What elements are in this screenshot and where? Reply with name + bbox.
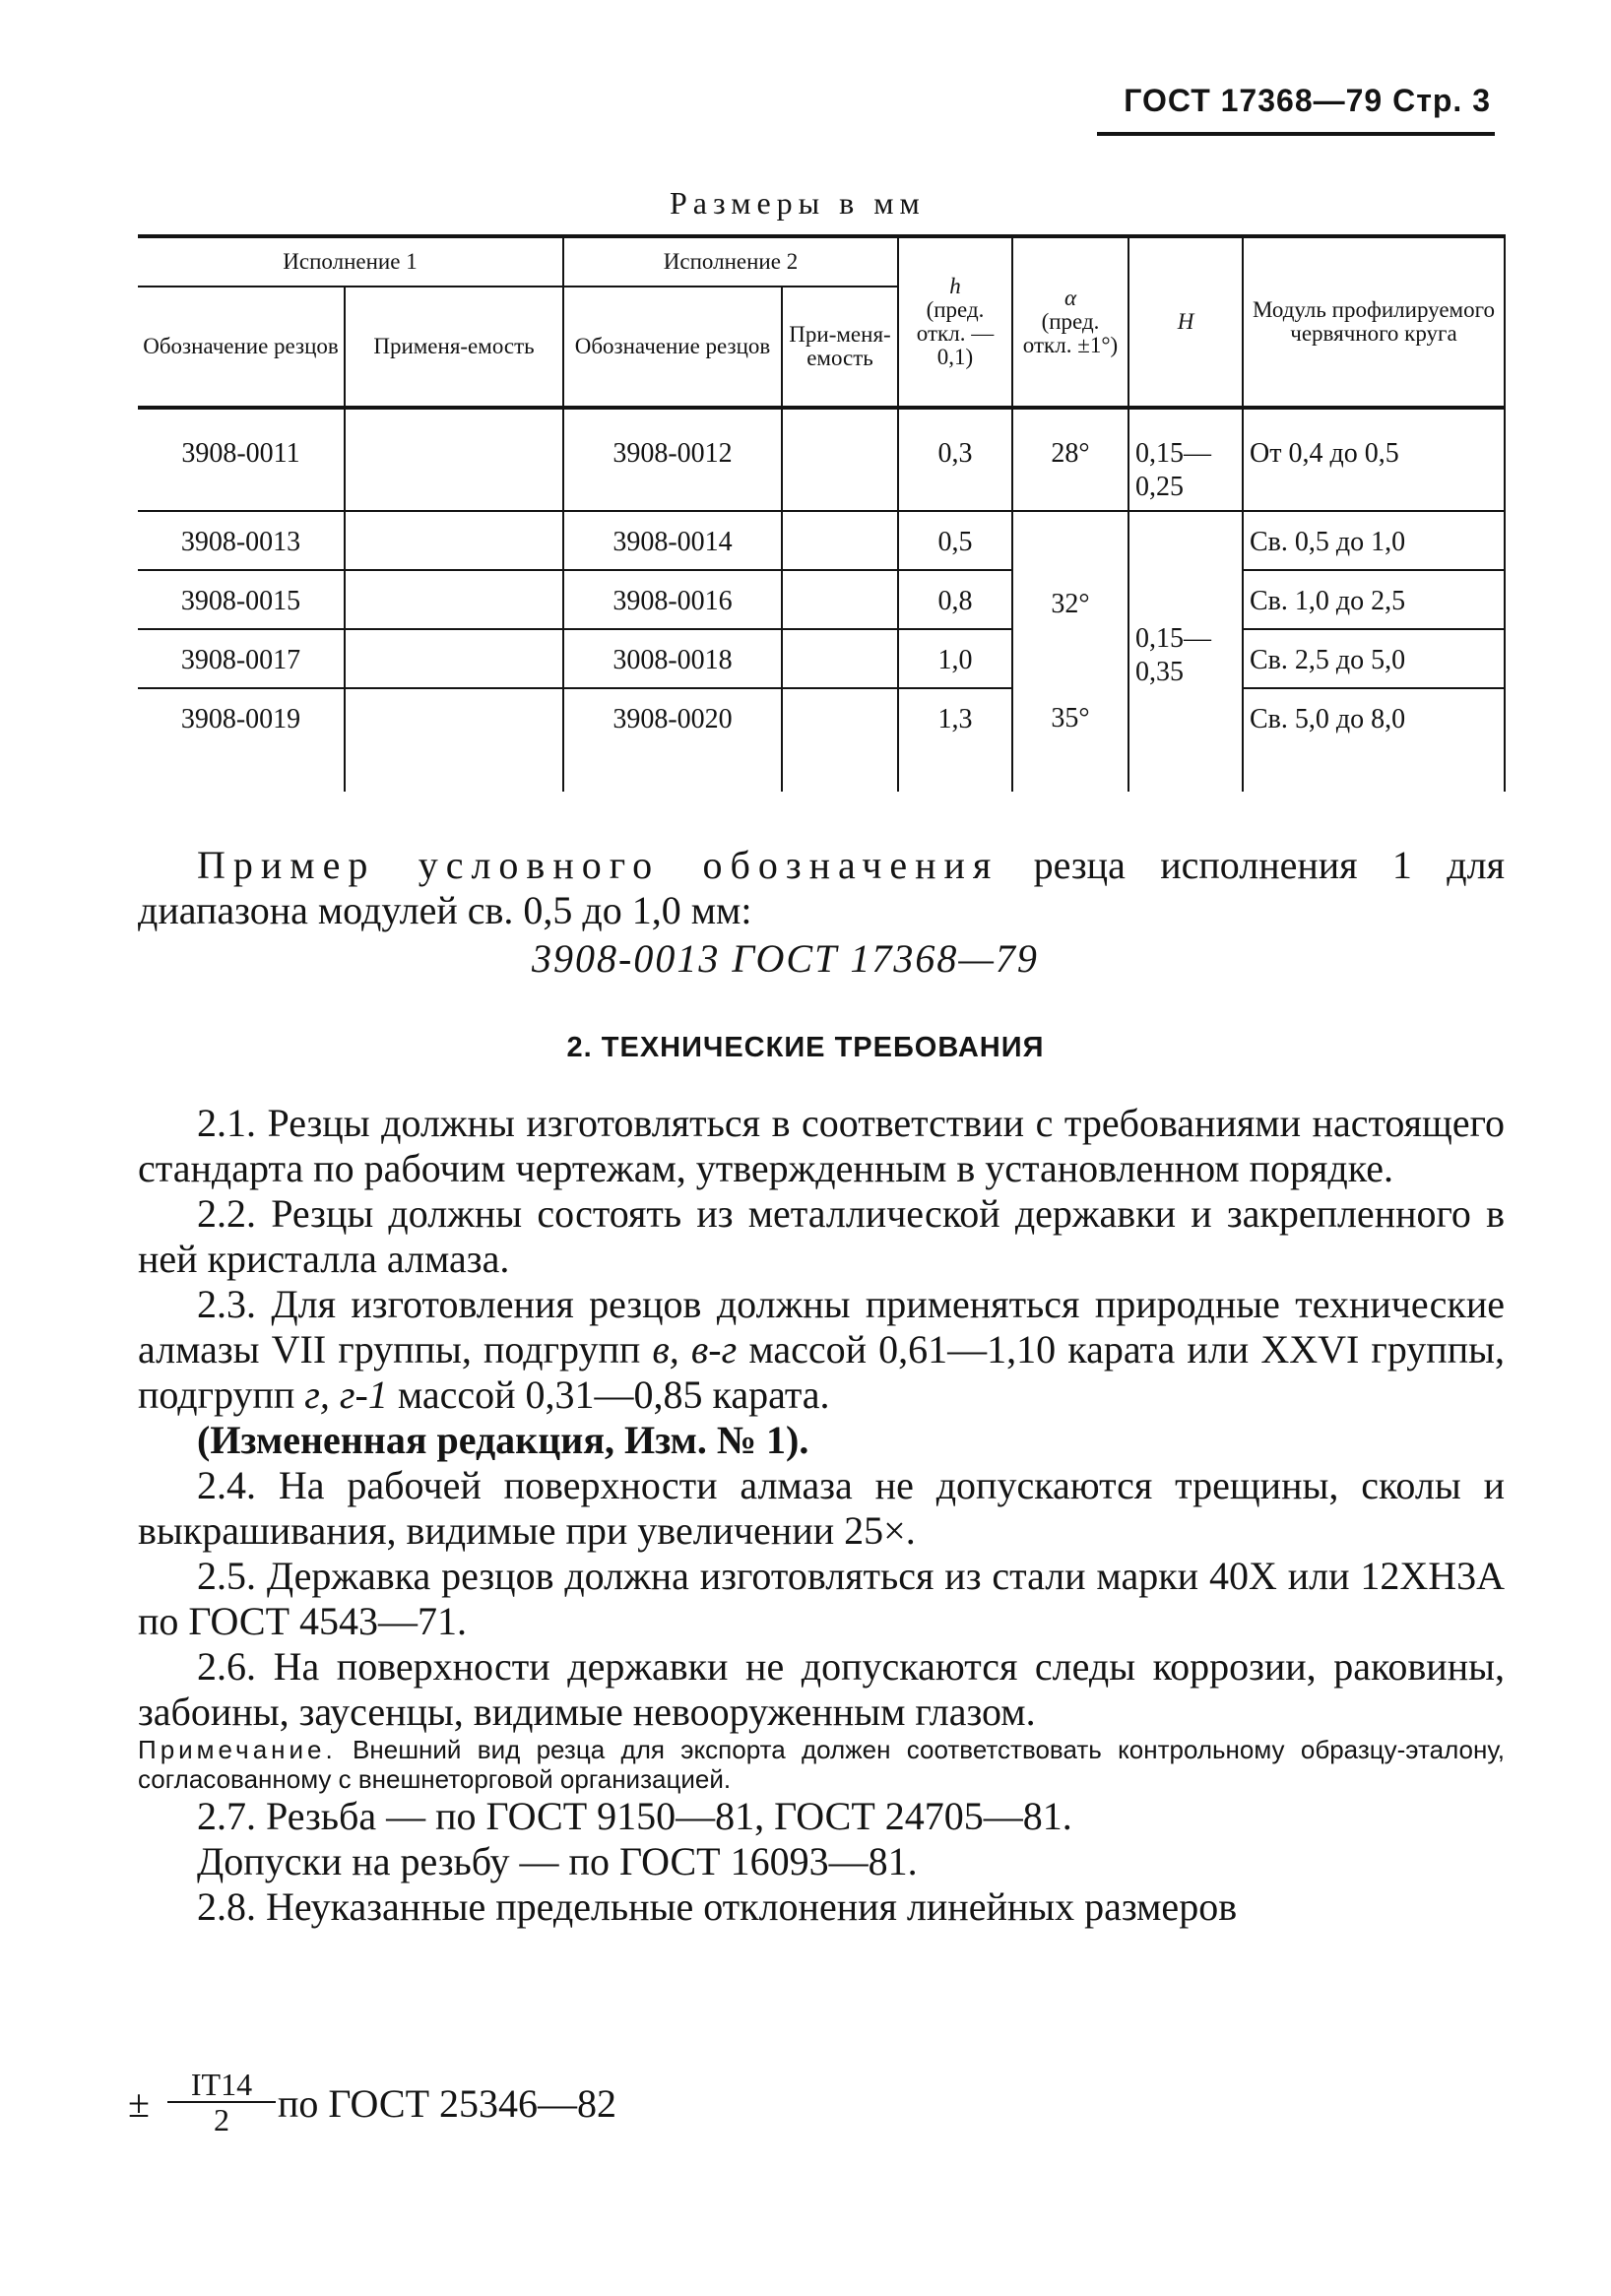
cell-applicability-2 — [782, 688, 898, 792]
paragraph-2-2: 2.2. Резцы должны состоять из металлической державки и закрепленного в ней кристалла алмаза. — [138, 1191, 1505, 1281]
cell-designation-2: 3908-0014 — [563, 511, 782, 570]
plus-minus-sign: ± — [128, 2081, 150, 2126]
tolerance-fraction — [167, 2068, 276, 2137]
table-row — [138, 629, 1505, 688]
example-block — [138, 843, 1505, 933]
cell-designation-1: 3908-0015 — [138, 570, 345, 629]
example-text: резца исполнения 1 для диапазона модулей св. 0,5 до 1,0 мм: — [138, 843, 1505, 932]
p2-3-part-a: 2.3. Для изготовления резцов должны применяться природные технические алмазы VII группы, подгрупп — [138, 1282, 1505, 1371]
col-applicability-1: Применя-емость — [345, 287, 563, 408]
cell-h: 1,0 — [898, 629, 1012, 688]
cell-designation-1: 3908-0013 — [138, 511, 345, 570]
paragraph-2-7-tolerances: Допуски на резьбу — по ГОСТ 16093—81. — [197, 1839, 918, 1883]
cell-designation-1: 3908-0017 — [138, 629, 345, 688]
cell-designation-1: 3908-0019 — [138, 688, 345, 792]
cell-H: 0,15—0,35 — [1128, 511, 1243, 792]
table-row — [138, 688, 1505, 792]
p2-3-part-c: массой 0,61—1,10 карата или XXVI группы, подгрупп — [138, 1327, 1505, 1417]
cell-module: Св. 5,0 до 8,0 — [1243, 688, 1505, 792]
dimensions-table — [138, 234, 1506, 792]
cell-applicability-1 — [345, 511, 563, 570]
units-caption: Размеры в мм — [670, 185, 926, 221]
cell-applicability-2 — [782, 629, 898, 688]
col-applicability-2: При-меня-емость — [782, 287, 898, 408]
col-alpha-note: (пред. откл. ±1°) — [1022, 309, 1119, 357]
col-alpha-symbol: α — [1063, 286, 1077, 310]
page-header: ГОСТ 17368—79 Стр. 3 — [1124, 83, 1491, 118]
col-module-header: Модуль профилируемого червячного круга — [1243, 236, 1505, 408]
cell-h: 0,3 — [898, 408, 1012, 511]
cell-alpha: 28° — [1012, 408, 1128, 511]
paragraph-2-1: 2.1. Резцы должны изготовляться в соответствии с требованиями настоящего стандарта по рабочим чертежам, утвержденным в установленном порядке. — [138, 1101, 1505, 1190]
cell-h: 0,8 — [898, 570, 1012, 629]
p2-3-subgroups-1: в, в-г — [652, 1327, 738, 1371]
cell-designation-2: 3008-0018 — [563, 629, 782, 688]
p2-3-part-e: массой 0,31—0,85 карата. — [397, 1372, 830, 1417]
group-header-1: Исполнение 1 — [138, 236, 563, 287]
cell-module: Св. 1,0 до 2,5 — [1243, 570, 1505, 629]
col-alpha-header — [1012, 236, 1128, 408]
cell-module: Св. 0,5 до 1,0 — [1243, 511, 1505, 570]
cell-applicability-1 — [345, 408, 563, 511]
note-label: Примечание. — [138, 1735, 337, 1764]
cell-designation-1: 3908-0011 — [138, 408, 345, 511]
cell-designation-2: 3908-0016 — [563, 570, 782, 629]
table-row — [138, 408, 1505, 511]
table-row — [138, 511, 1505, 570]
cell-alpha: 35° — [1012, 688, 1128, 792]
header-rule — [1097, 132, 1495, 136]
cell-module: От 0,4 до 0,5 — [1243, 408, 1505, 511]
table-row — [138, 570, 1505, 629]
cell-applicability-2 — [782, 408, 898, 511]
cell-applicability-2 — [782, 570, 898, 629]
paragraph-2-3 — [138, 1282, 1505, 1418]
cell-designation-2: 3908-0020 — [563, 688, 782, 792]
col-designation-1: Обозначение резцов — [138, 287, 345, 408]
paragraph-2-6: 2.6. На поверхности державки не допускаются следы коррозии, раковины, забоины, заусенцы, видимые невооруженным глазом. — [138, 1644, 1505, 1734]
cell-H: 0,15—0,25 — [1128, 408, 1243, 511]
requirements-text — [138, 1101, 1505, 1930]
cell-alpha: 32° — [1012, 511, 1128, 688]
cell-applicability-1 — [345, 688, 563, 792]
col-h-symbol: h — [949, 274, 961, 298]
tolerance-standard: по ГОСТ 25346—82 — [278, 2081, 617, 2126]
p2-3-subgroups-2: г, г-1 — [304, 1372, 388, 1417]
note — [138, 1735, 1505, 1794]
example-lead: Пример условного обозначения — [197, 843, 999, 887]
col-h-header — [898, 236, 1012, 408]
example-designation: 3908-0013 ГОСТ 17368—79 — [532, 936, 1039, 981]
example-paragraph — [138, 843, 1505, 933]
group-header-2: Исполнение 2 — [563, 236, 898, 287]
fraction-numerator: IT14 — [167, 2068, 276, 2103]
cell-module: Св. 2,5 до 5,0 — [1243, 629, 1505, 688]
cell-applicability-1 — [345, 629, 563, 688]
col-H-header: H — [1128, 236, 1243, 408]
section-title: 2. ТЕХНИЧЕСКИЕ ТРЕБОВАНИЯ — [566, 1032, 1045, 1063]
cell-applicability-1 — [345, 570, 563, 629]
cell-applicability-2 — [782, 511, 898, 570]
col-designation-2: Обозначение резцов — [563, 287, 782, 408]
cell-h: 0,5 — [898, 511, 1012, 570]
note-text: Внешний вид резца для экспорта должен соответствовать контрольному образцу-эталону, согласованному с внешнеторговой организацией. — [138, 1735, 1505, 1794]
cell-h: 1,3 — [898, 688, 1012, 792]
paragraph-2-4: 2.4. На рабочей поверхности алмаза не допускаются трещины, сколы и выкрашивания, видимые при увеличении 25×. — [138, 1463, 1505, 1553]
paragraph-2-5: 2.5. Державка резцов должна изготовляться из стали марки 40Х или 12ХН3А по ГОСТ 4543—71. — [138, 1554, 1505, 1643]
fraction-denominator: 2 — [214, 2102, 229, 2137]
paragraph-2-8: 2.8. Неуказанные предельные отклонения линейных размеров — [197, 1884, 1238, 1929]
amendment-note: (Измененная редакция, Изм. № 1). — [197, 1418, 809, 1462]
paragraph-2-7: 2.7. Резьба — по ГОСТ 9150—81, ГОСТ 24705—81. — [197, 1794, 1072, 1838]
cell-designation-2: 3908-0012 — [563, 408, 782, 511]
col-h-note: (пред. откл. —0,1) — [916, 297, 995, 369]
